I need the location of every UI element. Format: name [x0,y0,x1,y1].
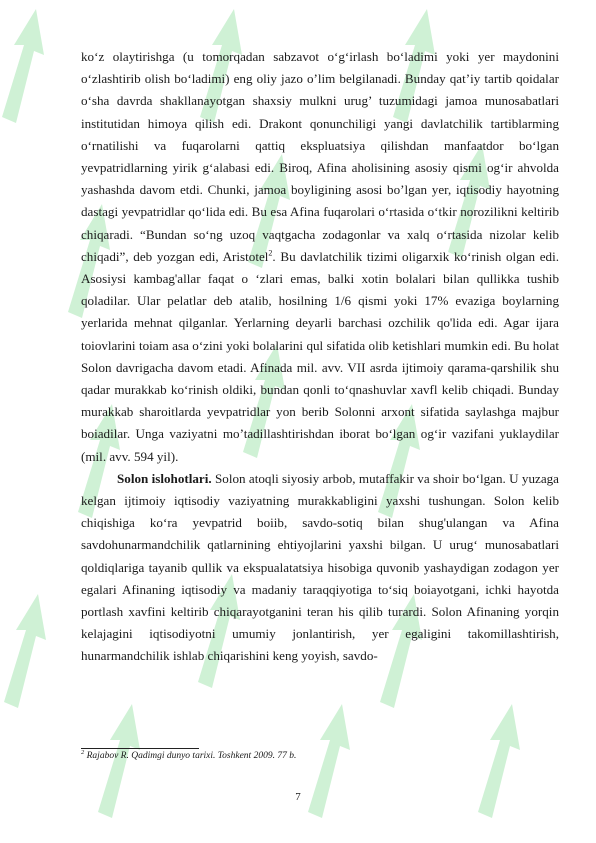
footnote-reference[interactable]: 2 [268,248,273,258]
footnote-text: Rajabov R. Qadimgi dunyo tarixi. Toshkent 2009. 77 b. [84,751,297,761]
watermark-arrow-icon [0,5,50,125]
paragraph-text: ko‘z olaytirishga (u tomorqadan sabzavot o‘g‘irlash bo‘ladimi yoki yer maydonini o‘zlashtirib olish bo‘ladimi) eng oliy jazo o’lim belgilanadi. Bunday qat’iy tartib qoidalar o‘sha davrda shakllanayotgan shaxsiy mulkni urug’ tuzumidagi jamoa munosabatlari institutidan himoya qilish edi. Drakont qonunchiligi yangi davlatchilik tartiblarming o‘rnatilishi va fuqarolarni qattiq ekspluatsiya qilishdan manfaatdor bo‘lgan yevpatridlarning yirik g‘alabasi edi. Biroq, Afina aholisining asosiy qismi og‘ir ahvolda yashashda davom etdi. Chunki, jamoa boyligining asosi bo’lgan yer, iqtisodiy hayotning dastagi yevpatridlar qo‘lida edi. Bu esa Afina fuqarolari o‘rtasida o‘tkir norozilikni keltirib chiqaradi. “Bundan so‘ng uzoq vaqtgacha zodagonlar va xalq o‘rtasida nizolar kelib chiqadi”, deb yozgan edi, Aristotel [81,49,559,264]
footnote [81,748,297,761]
paragraph-drakont [81,46,559,468]
footnote-marker: 2 [81,748,85,756]
section-heading: Solon islohotlari. [117,470,212,486]
paragraph-text: Solon atoqli siyosiy arbob, mutaffakir va shoir bo‘lgan. U yuzaga kelgan ijtimoiy iqtisodiy vaziyatning murakkabligini yaxshi tushungan. Solon kelib chiqishiga ko‘ra yevpatrid boiib, savdo-sotiq bilan shug'ulangan va Afina savdohunarmandchilik qatlarnining ehtiyojlarini yaxshi bilgan. U urug‘ munosabatlari qoldiqlariga tayanib qullik va ekspualatatsiya hisobiga quvonib yashaydigan zodagon yer egalari Afinaning iqtisodiy va madaniy taraqqiyotiga to‘siq boiayotgani, ichki hayotda portlash xavfini keltirib chiqarayotganini teran his qilib turardi. Solon Afinaning yorqin kelajagini iqtisodiyotni umumiy jonlantirish, yer egaligini takomillashtirish, hunarmandchilik ishlab chiqarishini keng yoyish, savdo- [81,470,559,664]
footnote-divider [81,748,199,749]
paragraph-solon [81,468,559,668]
watermark-arrow-icon [0,590,52,710]
page-body [81,46,559,668]
paragraph-text: . Bu davlatchilik tizimi oligarxik ko‘rinish olgan edi. Asosiysi kambag'allar faqat o ‘zlari emas, balki xotin bolalari bilan qullikka tushib qoladilar. Ular pelatlar deb atalib, hosilning 1/6 qismi yoki 17% evaziga boylarning yerlarida mehnat qilganlar. Yerlarning deyarli barchasi ozchilik qo'lida edi. Agar ijara toiovlarini toiam asa o‘zini yoki bolalarini qul sifatida olib ketishlari mumkin edi. Bu holat Solon davrigacha davom etadi. Afinada mil. avv. VII asrda ijtimoiy qarama-qarshilik shu qadar murakkab ko‘rinish oldiki, bundan qonli to‘qnashuvlar xavfl kelib chiqadi. Bunday murakkab sharoitlarda yevpatridlar yon berib Solonni arxont sifatida saylashga majbur boiadilar. Unga vaziyatni mo’tadillashtirishdan iborat bo‘lgan og‘ir vazifani yuklaydilar (mil. avv. 594 yil). [81,248,559,464]
page-number: 7 [295,791,301,803]
